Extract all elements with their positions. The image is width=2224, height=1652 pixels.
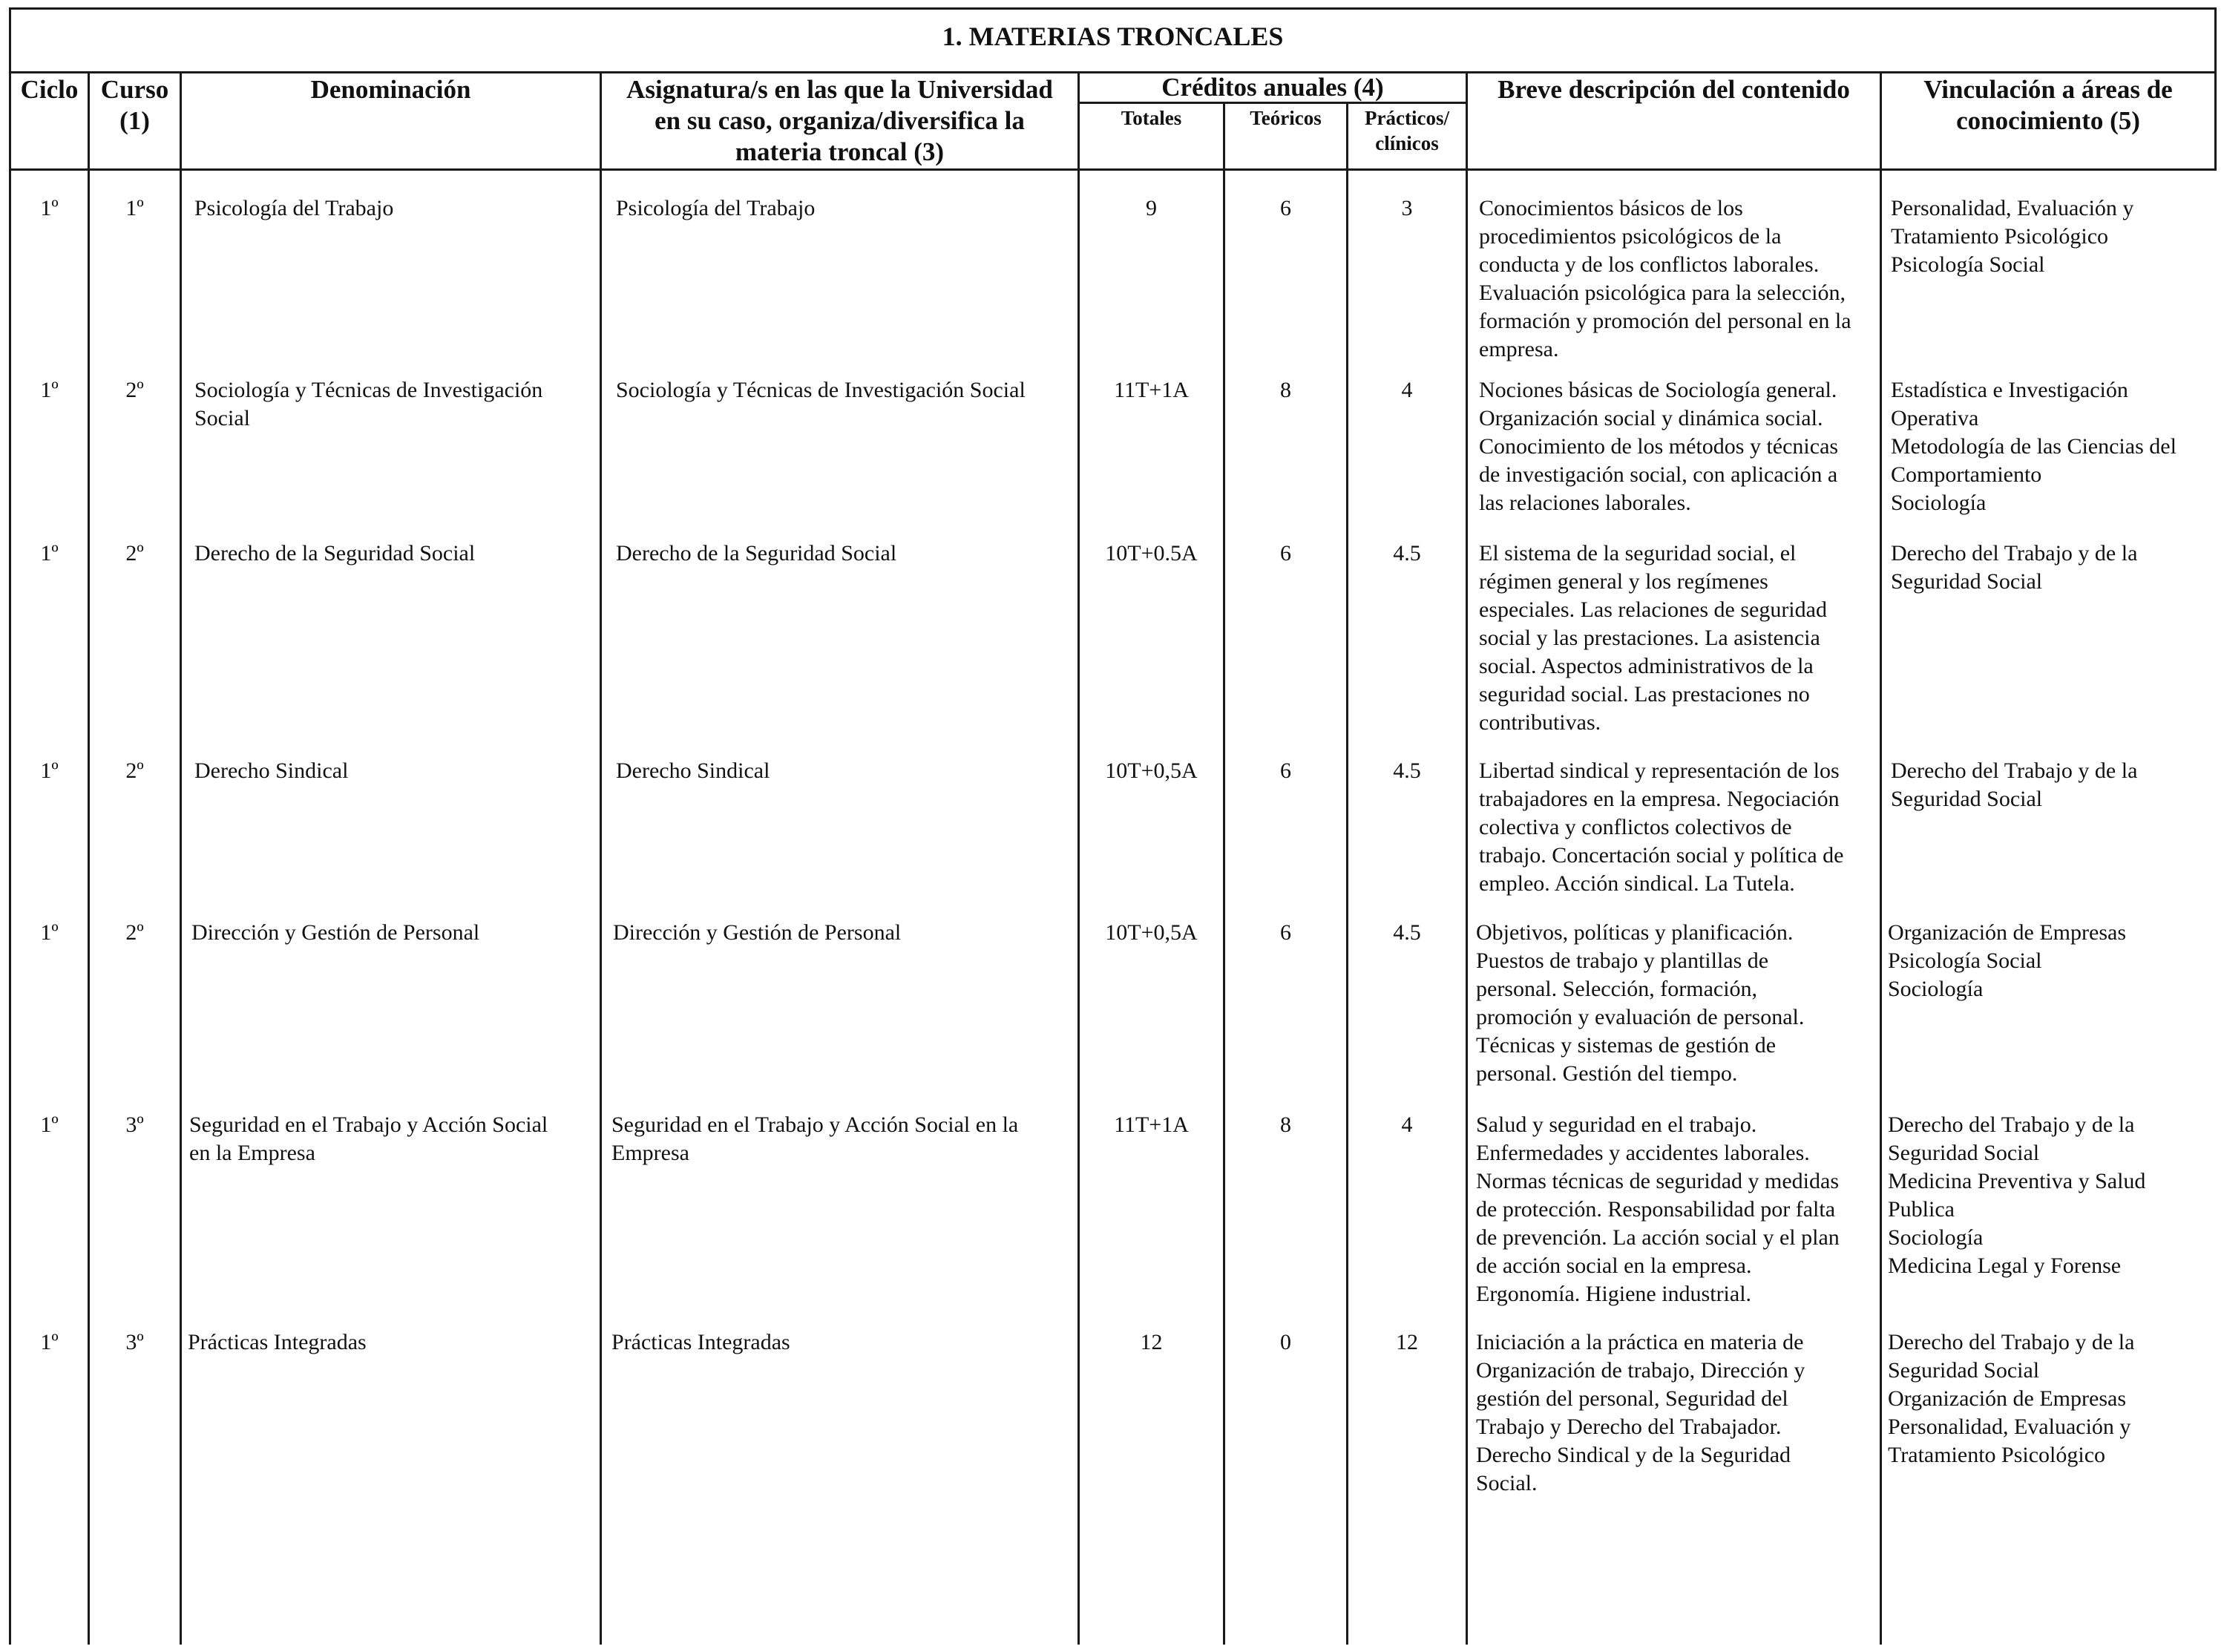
row-1-asignatura: Psicología del Trabajo xyxy=(616,196,816,220)
row-6-descripcion: Salud y seguridad en el trabajo. Enfermedades y accidentes laborales. Normas técnicas de seguridad y medidas de protección. Responsabilidad por falta de prevención. La acción social y el plan de acción social en la empresa. Ergonomía. Higiene industrial. xyxy=(1476,1112,1840,1306)
header-creditos: Créditos anuales (4) xyxy=(1161,73,1384,102)
row-1-practicos: 3 xyxy=(1401,196,1413,220)
row-2-ciclo: 1º xyxy=(40,378,59,402)
row-3-teoricos: 6 xyxy=(1280,541,1291,566)
row-7-teoricos: 0 xyxy=(1280,1330,1291,1354)
row-5-practicos: 4.5 xyxy=(1393,920,1421,945)
row-5-descripcion: Objetivos, políticas y planificación. Puestos de trabajo y plantillas de personal. Selección, formación, promoción y evaluación de personal. Técnicas y sistemas de gestión de personal. Gestión del tiempo. xyxy=(1476,920,1805,1086)
col-sep-2 xyxy=(180,71,182,1645)
header-denominacion: Denominación xyxy=(310,75,471,104)
header-vinculacion: Vinculación a áreas de conocimiento (5) xyxy=(1923,75,2173,135)
row-4-vinculacion: Derecho del Trabajo y de la Seguridad Social xyxy=(1891,758,2138,811)
col-sep-6 xyxy=(1346,102,1348,1645)
col-sep-8 xyxy=(1880,71,1882,1645)
col-sep-1 xyxy=(88,71,90,1645)
row-2-practicos: 4 xyxy=(1401,378,1413,402)
row-5-ciclo: 1º xyxy=(40,920,59,945)
header-ciclo: Ciclo xyxy=(20,75,79,104)
row-6-ciclo: 1º xyxy=(40,1112,59,1137)
row-3-asignatura: Derecho de la Seguridad Social xyxy=(616,541,897,566)
row-3-practicos: 4.5 xyxy=(1393,541,1421,566)
row-7-denominacion: Prácticas Integradas xyxy=(188,1330,367,1354)
row-6-asignatura: Seguridad en el Trabajo y Acción Social en la Empresa xyxy=(611,1112,1019,1165)
row-3-totales: 10T+0.5A xyxy=(1105,541,1198,566)
row-6-denominacion: Seguridad en el Trabajo y Acción Social en la Empresa xyxy=(189,1112,548,1165)
row-6-vinculacion: Derecho del Trabajo y de la Seguridad Social Medicina Preventiva y Salud Publica Sociología Medicina Legal y Forense xyxy=(1888,1112,2146,1278)
col-sep-5 xyxy=(1223,102,1225,1645)
frame-top-line xyxy=(9,7,2217,10)
row-3-denominacion: Derecho de la Seguridad Social xyxy=(194,541,476,566)
row-7-ciclo: 1º xyxy=(40,1330,59,1354)
row-5-teoricos: 6 xyxy=(1280,920,1291,945)
row-2-curso: 2º xyxy=(125,378,144,402)
row-2-totales: 11T+1A xyxy=(1114,378,1189,402)
row-5-vinculacion: Organización de Empresas Psicología Social Sociología xyxy=(1888,920,2126,1001)
row-6-practicos: 4 xyxy=(1401,1112,1413,1137)
row-1-descripcion: Conocimientos básicos de los procedimientos psicológicos de la conducta y de los conflictos laborales. Evaluación psicológica para la selección, formación y promoción del personal en la empresa. xyxy=(1479,196,1851,361)
row-6-totales: 11T+1A xyxy=(1114,1112,1189,1137)
row-5-curso: 2º xyxy=(125,920,144,945)
row-4-practicos: 4.5 xyxy=(1393,758,1421,783)
row-1-vinculacion: Personalidad, Evaluación y Tratamiento Psicológico Psicología Social xyxy=(1891,196,2134,277)
row-5-denominacion: Dirección y Gestión de Personal xyxy=(191,920,480,945)
col-sep-4 xyxy=(1077,71,1080,1645)
row-3-curso: 2º xyxy=(125,541,144,566)
row-7-totales: 12 xyxy=(1140,1330,1163,1354)
row-4-descripcion: Libertad sindical y representación de los trabajadores en la empresa. Negociación colectiva y conflictos colectivos de trabajo. Concertación social y política de empleo. Acción sindical. La Tutela. xyxy=(1479,758,1844,896)
header-asignatura: Asignatura/s en las que la Universidad en su caso, organiza/diversifica la materia troncal (3) xyxy=(626,75,1053,166)
row-1-totales: 9 xyxy=(1146,196,1157,220)
frame-left-line xyxy=(9,7,11,1645)
header-descripcion: Breve descripción del contenido xyxy=(1498,75,1850,104)
header-practicos: Prácticos/ clínicos xyxy=(1365,107,1449,154)
table-title: 1. MATERIAS TRONCALES xyxy=(942,22,1284,51)
row-7-vinculacion: Derecho del Trabajo y de la Seguridad Social Organización de Empresas Personalidad, Evaluación y Tratamiento Psicológico xyxy=(1888,1330,2135,1467)
row-2-asignatura: Sociología y Técnicas de Investigación Social xyxy=(616,378,1026,402)
header-curso: Curso (1) xyxy=(100,75,169,135)
row-4-ciclo: 1º xyxy=(40,758,59,783)
row-2-denominacion: Sociología y Técnicas de Investigación Social xyxy=(194,378,543,430)
row-7-descripcion: Iniciación a la práctica en materia de Organización de trabajo, Dirección y gestión del personal, Seguridad del Trabajo y Derecho del Trabajador. Derecho Sindical y de la Seguridad Social. xyxy=(1476,1330,1805,1495)
row-7-practicos: 12 xyxy=(1396,1330,1418,1354)
row-4-totales: 10T+0,5A xyxy=(1105,758,1198,783)
col-sep-3 xyxy=(600,71,602,1645)
row-2-teoricos: 8 xyxy=(1280,378,1291,402)
row-1-curso: 1º xyxy=(125,196,144,220)
header-totales: Totales xyxy=(1121,107,1182,129)
row-4-teoricos: 6 xyxy=(1280,758,1291,783)
row-1-ciclo: 1º xyxy=(40,196,59,220)
row-3-descripcion: El sistema de la seguridad social, el régimen general y los regímenes especiales. Las relaciones de seguridad social y las prestaciones. La asistencia social. Aspectos administrativos de la seguridad social. Las prestaciones no contributivas. xyxy=(1479,541,1827,735)
row-6-teoricos: 8 xyxy=(1280,1112,1291,1137)
row-3-ciclo: 1º xyxy=(40,541,59,566)
row-5-asignatura: Dirección y Gestión de Personal xyxy=(613,920,902,945)
row-4-curso: 2º xyxy=(125,758,144,783)
row-2-descripcion: Nociones básicas de Sociología general. Organización social y dinámica social. Conocimiento de los métodos y técnicas de investigación social, con aplicación a las relaciones laborales. xyxy=(1479,378,1839,515)
row-3-vinculacion: Derecho del Trabajo y de la Seguridad Social xyxy=(1891,541,2138,594)
header-teoricos: Teóricos xyxy=(1250,107,1322,129)
row-7-asignatura: Prácticas Integradas xyxy=(611,1330,790,1354)
row-4-asignatura: Derecho Sindical xyxy=(616,758,770,783)
row-1-denominacion: Psicología del Trabajo xyxy=(194,196,394,220)
header-bottom-line xyxy=(9,168,2217,171)
row-7-curso: 3º xyxy=(125,1330,144,1354)
row-2-vinculacion: Estadística e Investigación Operativa Metodología de las Ciencias del Comportamiento Sociología xyxy=(1891,378,2177,515)
col-sep-7 xyxy=(1466,71,1468,1645)
row-4-denominacion: Derecho Sindical xyxy=(194,758,349,783)
row-1-teoricos: 6 xyxy=(1280,196,1291,220)
row-6-curso: 3º xyxy=(125,1112,144,1137)
row-5-totales: 10T+0,5A xyxy=(1105,920,1198,945)
